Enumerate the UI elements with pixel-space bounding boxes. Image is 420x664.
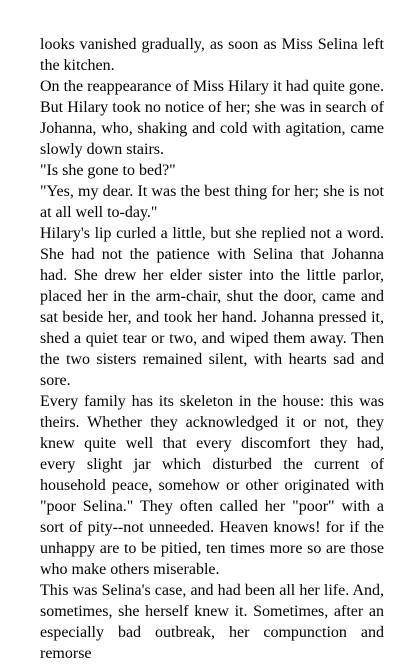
paragraph-4: "Yes, my dear. It was the best thing for her; she is not at all well to-day.": [40, 183, 384, 221]
paragraph-6: Every family has its skeleton in the house: this was theirs. Whether they acknowledged it or not, they knew quite well that every discomfort they had, every slight jar which disturbed the current of household peace, somehow or other originated with "poor Selina." They often called her "poor" with a sort of pity--not unneeded. Heaven knows! for if the unhappy are to be pitied, ten times more so are those who make others miserable.: [40, 393, 384, 578]
paragraph-1: looks vanished gradually, as soon as Miss Selina left the kitchen.: [40, 36, 384, 74]
paragraph-7: This was Selina's case, and had been all her life. And, sometimes, she herself knew it. Sometimes, after an especially bad outbreak, her compunction and remorse: [40, 582, 384, 662]
paragraph-3: "Is she gone to bed?": [40, 162, 176, 179]
paragraph-2: On the reappearance of Miss Hilary it had quite gone. But Hilary took no notice of her; she was in search of Johanna, who, shaking and cold with agitation, came slowly down stairs.: [40, 78, 384, 158]
paragraph-5: Hilary's lip curled a little, but she replied not a word. She had not the patience with Selina that Johanna had. She drew her elder sister into the little parlor, placed her in the arm-chair, shut the door, came and sat beside her, and took her hand. Johanna pressed it, shed a quiet tear or two, and wiped them away. Then the two sisters remained silent, with hearts sad and sore.: [40, 225, 384, 389]
page-body: [40, 34, 384, 664]
